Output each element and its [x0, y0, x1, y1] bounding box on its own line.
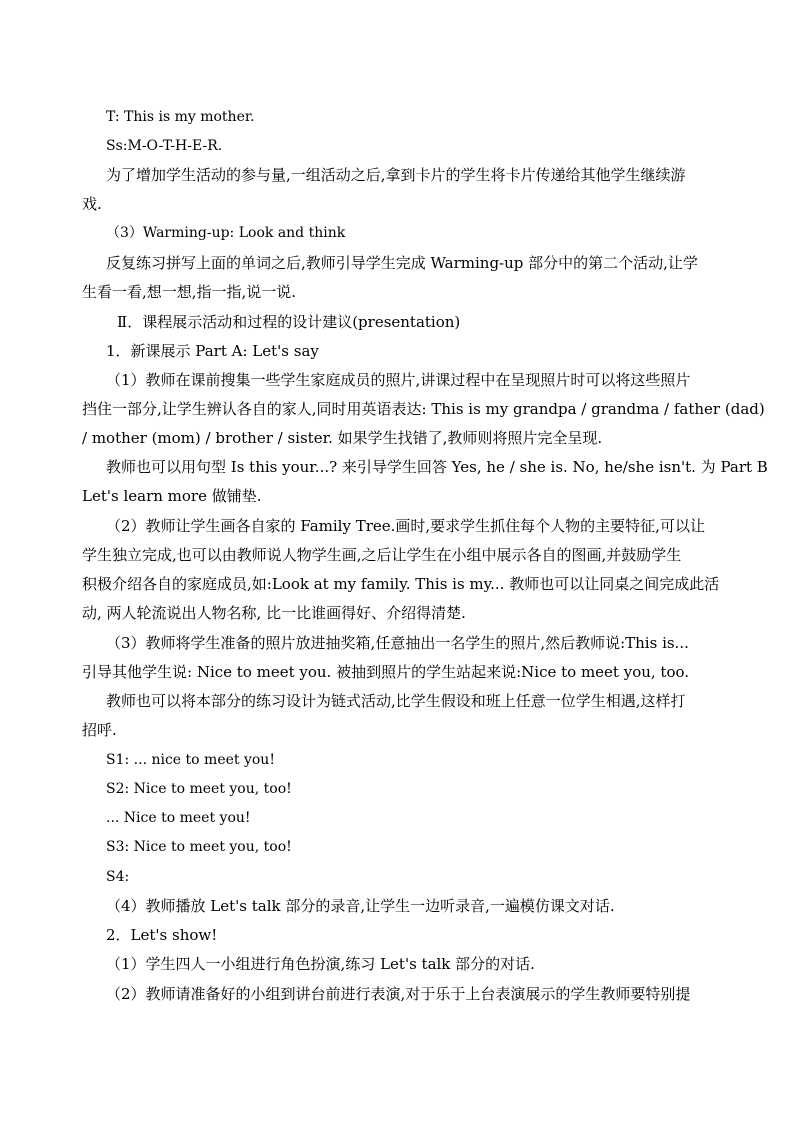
paragraph-line: 招呼. — [82, 721, 117, 739]
paragraph-line: 引导其他学生说: Nice to meet you. 被抽到照片的学生站起来说:Nice to meet you, too. — [82, 663, 690, 681]
paragraph-line: 积极介绍各自的家庭成员,如:Look at my family. This is my... 教师也可以让同桌之间完成此活 — [82, 575, 720, 593]
subsection-heading-lets-show: 2．Let's show! — [106, 926, 218, 944]
paragraph-line: 动, 两人轮流说出人物名称, 比一比谁画得好、介绍得清楚. — [82, 604, 466, 622]
subsection-heading-part-a: 1．新课展示 Part A: Let's say — [106, 342, 319, 360]
paragraph-line: 教师也可以将本部分的练习设计为链式活动,比学生假设和班上任意一位学生相遇,这样打 — [106, 692, 686, 710]
section-heading-warming-up: （3）Warming-up: Look and think — [106, 225, 346, 241]
paragraph-line: （1）学生四人一小组进行角色扮演,练习 Let's talk 部分的对话. — [106, 955, 535, 973]
paragraph-line: 学生独立完成,也可以由教师说人物学生画,之后让学生在小组中展示各自的图画,并鼓励学生 — [82, 546, 682, 564]
dialogue-s1-line: S1: ... nice to meet you! — [106, 752, 275, 768]
paragraph-line: （4）教师播放 Let's talk 部分的录音,让学生一边听录音,一遍模仿课文对话. — [106, 897, 615, 915]
paragraph-line: 为了增加学生活动的参与量,一组活动之后,拿到卡片的学生将卡片传递给其他学生继续游 — [106, 166, 686, 184]
paragraph-line: 戏. — [82, 195, 102, 213]
dialogue-s4-line: S4: — [106, 869, 130, 885]
paragraph-line: （1）教师在课前搜集一些学生家庭成员的照片,讲课过程中在呈现照片时可以将这些照片 — [106, 371, 691, 389]
paragraph-line: 挡住一部分,让学生辨认各自的家人,同时用英语表达: This is my grandpa / grandma / father (dad) — [82, 400, 765, 418]
paragraph-line: （2）教师请准备好的小组到讲台前进行表演,对于乐于上台表演展示的学生教师要特别提 — [106, 985, 691, 1003]
paragraph-line: 反复练习拼写上面的单词之后,教师引导学生完成 Warming-up 部分中的第二个活动,让学 — [106, 254, 698, 272]
dialogue-s3-line: S3: Nice to meet you, too! — [106, 839, 292, 855]
dialogue-teacher-line: T: This is my mother. — [106, 109, 255, 125]
paragraph-line: （3）教师将学生准备的照片放进抽奖箱,任意抽出一名学生的照片,然后教师说:This is... — [106, 634, 689, 652]
paragraph-line: Let's learn more 做铺垫. — [82, 487, 262, 505]
dialogue-s2-line: S2: Nice to meet you, too! — [106, 781, 292, 797]
paragraph-line: 教师也可以用句型 Is this your...? 来引导学生回答 Yes, he / she is. No, he/she isn't. 为 Part B — [106, 458, 768, 476]
paragraph-line: （2）教师让学生画各自家的 Family Tree.画时,要求学生抓住每个人物的主要特征,可以让 — [106, 517, 705, 535]
paragraph-line: 生看一看,想一想,指一指,说一说. — [82, 283, 297, 301]
dialogue-students-spelling: Ss:M-O-T-H-E-R. — [106, 138, 223, 154]
dialogue-continuation-line: ... Nice to meet you! — [106, 810, 251, 826]
paragraph-line: / mother (mom) / brother / sister. 如果学生找错了,教师则将照片完全呈现. — [82, 429, 603, 447]
section-heading-presentation: Ⅱ．课程展示活动和过程的设计建议(presentation) — [117, 313, 461, 331]
